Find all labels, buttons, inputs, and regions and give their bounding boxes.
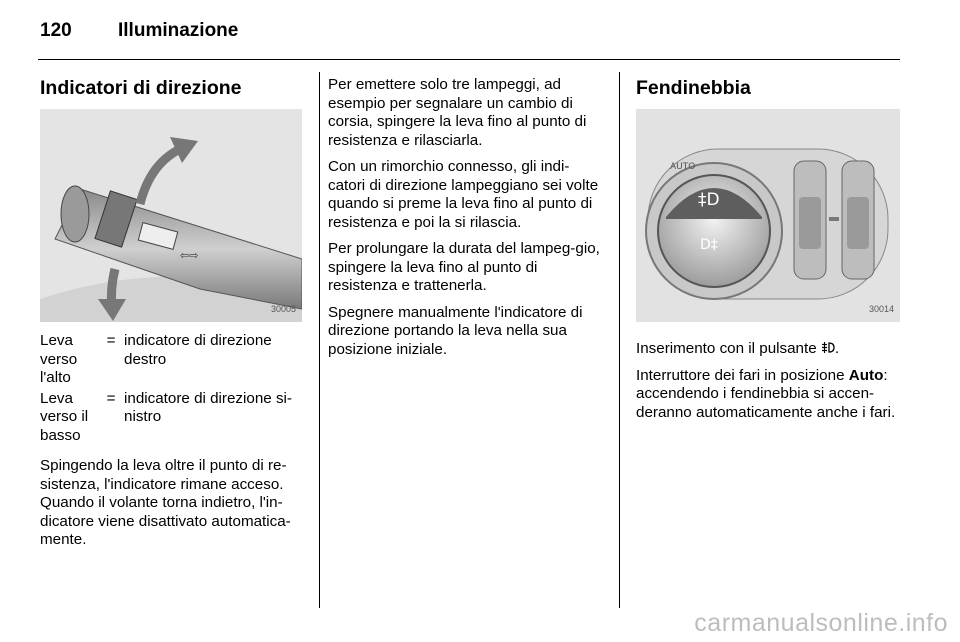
definition-list: [40, 332, 302, 445]
svg-text:D‡: D‡: [700, 237, 718, 253]
left-column: [40, 76, 302, 558]
light-switch-illustration: [636, 109, 900, 322]
body-paragraph: Spingendo la leva oltre il punto di re-sistenza, l'indicatore rimane acceso. Quando il volante torna indietro, l'in-dicatore viene disattivato automatica-mente.: [40, 457, 291, 548]
figure-code: 30014: [868, 303, 894, 314]
column-divider-left: [319, 72, 320, 608]
svg-text:⇦⇨: ⇦⇨: [180, 249, 199, 262]
svg-text:‡D: ‡D: [698, 190, 720, 210]
auto-keyword: Auto: [848, 366, 884, 384]
definition-term: Leva verso il basso: [40, 389, 89, 444]
front-fog-light-icon: [821, 341, 835, 354]
watermark: carmanualsonline.info: [694, 609, 948, 637]
turn-signal-lever-drawing: [40, 109, 302, 322]
chapter-title: Illuminazione: [118, 20, 239, 41]
instruction-text: Inserimento con il pulsante: [636, 340, 817, 357]
definition-row: [40, 332, 302, 388]
auto-mode-paragraph: [636, 367, 902, 423]
definition-description: indicatore di direzione si-nistro: [124, 389, 292, 425]
page-number: 120: [40, 20, 72, 41]
definition-equals: =: [106, 389, 116, 407]
body-paragraph: Per emettere solo tre lampeggi, ad esempio per segnalare un cambio di corsia, spingere la leva fino al punto di resistenza e rilasciarla.: [328, 76, 587, 149]
body-paragraph: Spegnere manualmente l'indicatore di direzione portando la leva nella sua posizione iniziale.: [328, 303, 583, 358]
instruction-end: .: [834, 340, 840, 357]
auto-text-end: : accendendo i fendinebbia si accen-deranno automaticamente anche i fari.: [636, 366, 896, 421]
definition-term: Leva verso l'alto: [40, 332, 78, 386]
body-paragraph: Per prolungare la durata del lampeg-gio, spingere la leva fino al punto di resistenza e trattenerla.: [328, 240, 600, 294]
turn-signal-lever-illustration: [40, 109, 302, 322]
right-column: [636, 76, 902, 430]
body-paragraph: Con un rimorchio connesso, gli indi-catori di direzione lampeggiano sei volte quando si preme la leva fino al punto di resistenza e poi la si rilascia.: [328, 158, 599, 231]
header-rule: [38, 59, 900, 60]
light-switch-drawing: [636, 109, 900, 322]
fog-light-instruction: [636, 340, 902, 359]
section-heading-fog-lights: Fendinebbia: [636, 77, 751, 99]
column-divider-right: [619, 72, 620, 608]
definition-row: [40, 390, 302, 446]
auto-text-start: Interruttore dei fari in posizione: [636, 366, 845, 384]
section-heading-turn-signals: Indicatori di direzione: [40, 77, 242, 99]
middle-column: [328, 76, 604, 367]
definition-equals: =: [106, 332, 116, 349]
figure-code: 30005: [270, 303, 296, 314]
definition-description: indicatore di direzione destro: [124, 332, 272, 368]
svg-text:AUTO: AUTO: [670, 162, 696, 172]
